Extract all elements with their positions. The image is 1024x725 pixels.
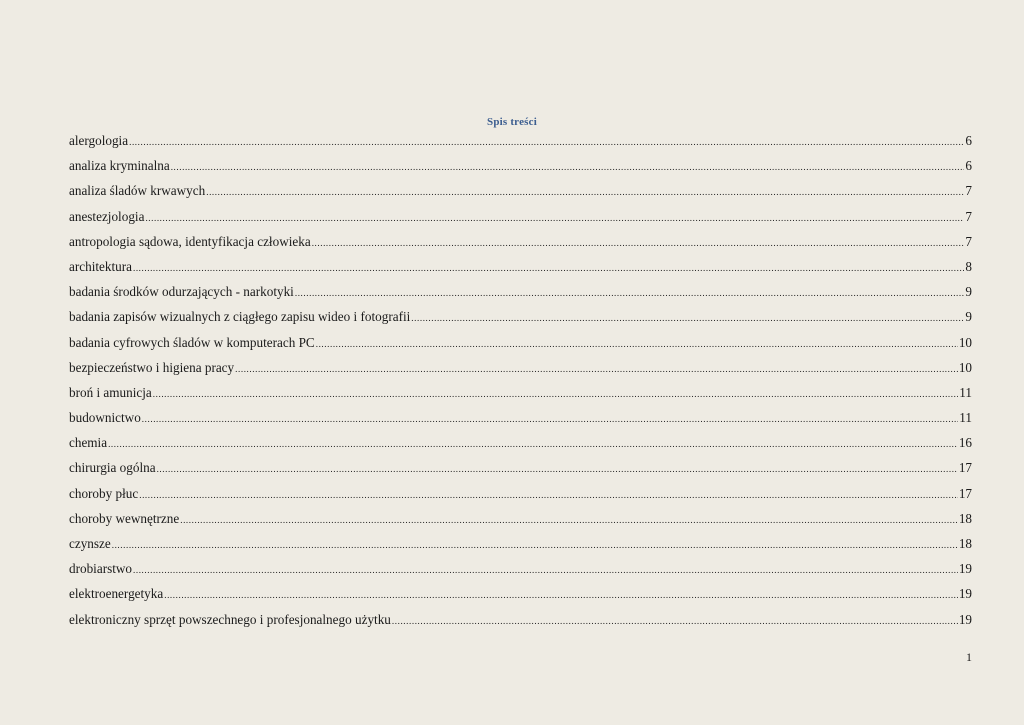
toc-dot-leader [312, 232, 965, 254]
toc-entry-page: 7 [965, 183, 972, 199]
toc-entry[interactable] [69, 432, 972, 457]
toc-entry[interactable] [69, 256, 972, 281]
toc-entry-page: 16 [958, 435, 972, 451]
toc-dot-leader [411, 307, 964, 329]
toc-dot-leader [133, 559, 958, 581]
toc-entry[interactable] [69, 357, 972, 382]
toc-entry-page: 17 [958, 460, 972, 476]
toc-entry-label: czynsze [69, 536, 111, 551]
toc-dot-leader [145, 207, 964, 229]
toc-entry-page: 8 [965, 258, 972, 274]
toc-entry-label: drobiarstwo [69, 561, 132, 577]
toc-entry[interactable] [69, 558, 972, 583]
toc-entry-page: 19 [958, 561, 972, 577]
toc-entry-label: choroby wewnętrzne [69, 510, 180, 526]
toc-entry-label: elektroenergetyka [69, 586, 164, 602]
toc-entry[interactable] [69, 231, 972, 256]
toc-entry[interactable] [69, 583, 972, 608]
toc-dot-leader [180, 509, 958, 531]
toc-entry-label: antropologia sądowa, identyfikacja człowieka [69, 233, 311, 249]
toc-entry-label: broń i amunicja [69, 384, 152, 400]
toc-entry-page: 11 [959, 410, 972, 426]
toc-entry-page: 18 [958, 510, 972, 526]
toc-entry-label: architektura [69, 258, 132, 274]
toc-entry[interactable] [69, 180, 972, 205]
toc-dot-leader [129, 131, 964, 153]
toc-entry-page: 9 [965, 284, 972, 300]
toc-entry-page: 7 [965, 208, 972, 224]
toc-entry[interactable] [69, 206, 972, 231]
toc-entry-label: bezpieczeństwo i higiena pracy [69, 359, 235, 375]
toc-entry[interactable] [69, 306, 972, 331]
toc-title: Spis treści [487, 116, 537, 128]
toc-dot-leader [142, 408, 959, 430]
toc-entry-label: badania cyfrowych śladów w komputerach PC [69, 334, 315, 350]
toc-entry-label: elektroniczny sprzęt powszechnego i profesjonalnego użytku [69, 611, 391, 627]
toc-dot-leader [392, 610, 958, 632]
toc-entry-label: badania zapisów wizualnych z ciągłego zapisu wideo i fotografii [69, 309, 411, 325]
toc-entry-page: 6 [965, 158, 972, 174]
toc-entry-label: alergologia [69, 133, 129, 148]
toc-entry-page: 11 [959, 384, 972, 400]
toc-entry[interactable] [69, 407, 972, 432]
toc-entry[interactable] [69, 508, 972, 533]
toc-entry-label: analiza śladów krwawych [69, 183, 206, 199]
toc-dot-leader [206, 181, 964, 203]
toc-entry[interactable] [69, 332, 972, 357]
toc-entry-page: 7 [965, 233, 972, 249]
toc-entry-page: 19 [958, 586, 972, 602]
toc-entry-label: analiza kryminalna [69, 158, 170, 174]
toc-entry-label: chirurgia ogólna [69, 460, 156, 476]
toc-entry-page: 10 [958, 359, 972, 375]
toc-entry-page: 17 [958, 485, 972, 501]
page-number: 1 [966, 650, 972, 664]
toc-dot-leader [133, 257, 964, 279]
toc-entry-label: badania środków odurzających - narkotyki [69, 284, 294, 300]
toc-entry-page: 18 [958, 536, 972, 551]
toc-entry[interactable] [69, 382, 972, 407]
toc-entry[interactable] [69, 130, 972, 155]
toc-entry[interactable] [69, 457, 972, 482]
toc-entry-page: 10 [958, 334, 972, 350]
toc-entry-page: 19 [958, 611, 972, 627]
toc-entry-page: 6 [965, 133, 972, 148]
toc-dot-leader [316, 333, 958, 355]
toc-dot-leader [112, 534, 958, 556]
toc-entry[interactable] [69, 155, 972, 180]
toc-dot-leader [108, 433, 958, 455]
toc-dot-leader [171, 156, 965, 178]
toc-dot-leader [153, 383, 959, 405]
toc-dot-leader [157, 458, 958, 480]
toc-dot-leader [139, 484, 958, 506]
toc-dot-leader [295, 282, 965, 304]
toc-list [69, 130, 972, 634]
toc-entry-label: budownictwo [69, 410, 141, 426]
toc-entry-label: anestezjologia [69, 208, 145, 224]
toc-entry-label: chemia [69, 435, 108, 451]
toc-entry-label: choroby płuc [69, 485, 139, 501]
toc-dot-leader [235, 358, 958, 380]
toc-entry[interactable] [69, 281, 972, 306]
toc-dot-leader [164, 584, 958, 606]
toc-entry-page: 9 [965, 309, 972, 325]
toc-entry[interactable] [69, 533, 972, 558]
toc-entry[interactable] [69, 483, 972, 508]
toc-entry[interactable] [69, 609, 972, 634]
